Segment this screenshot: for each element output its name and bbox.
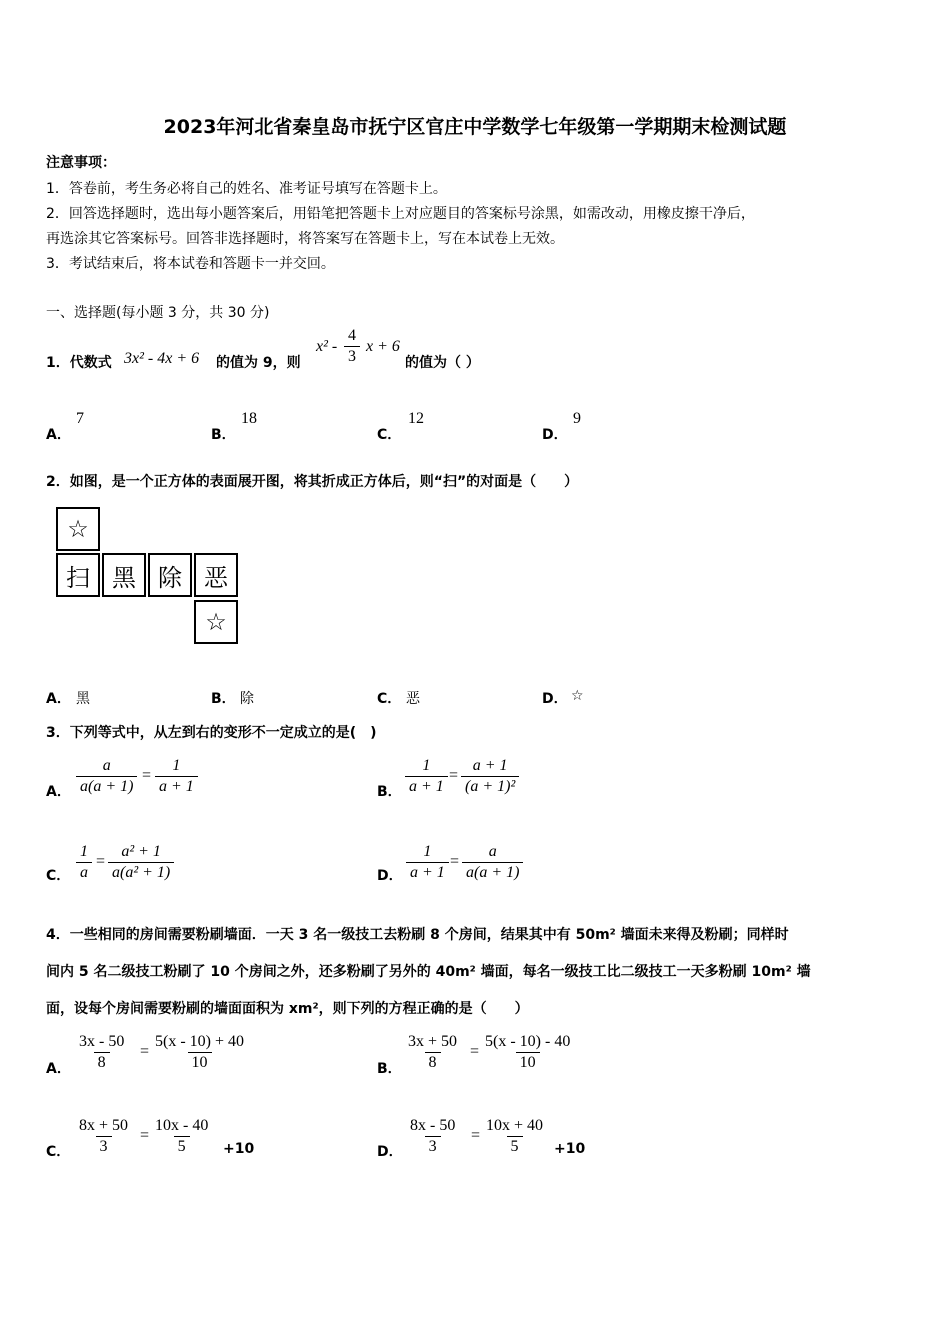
q4-b-right-fraction [481,1032,574,1073]
q3-c-left-fraction [76,842,92,883]
q1-option-label: D． [542,427,568,443]
notice-heading: 注意事项： [46,155,116,171]
denominator: 10 [188,1052,212,1073]
notice-item: 2．回答选择题时，选出每小题答案后，用铅笔把答题卡上对应题目的答案标号涂黑，如需改动，用橡皮擦干净后， [46,206,755,222]
denominator: a + 1 [405,776,448,797]
numerator: a² + 1 [121,843,161,860]
numerator: 1 [80,843,88,860]
equals-sign: = [142,767,152,784]
denominator: a(a² + 1) [108,862,174,883]
q3-c-right-fraction [108,842,174,883]
numerator: 5(x - 10) - 40 [485,1033,571,1050]
q1-expr2-tail: x + 6 [366,338,400,355]
q4-stem-line: 间内 5 名二级技工粉刷了 10 个房间之外，还多粉刷了另外的 40m² 墙面，每名一级技工比二级技工一天多粉刷 10m² 墙 [46,964,811,980]
denominator: 10 [516,1052,540,1073]
net-cell-chu: 除 [148,553,192,597]
q3-b-left-fraction [405,756,448,797]
q1-option-value: 9 [573,410,581,427]
q2-option-value: ☆ [571,688,584,704]
q1-option-value: 12 [408,410,424,427]
q1-mid: 的值为 9，则 [216,355,301,371]
q1-frac-den: 3 [344,346,360,367]
q4-stem-line: 4．一些相同的房间需要粉刷墙面．一天 3 名一级技工去粉刷 8 个房间，结果其中有 50m² 墙面未来得及粉刷；同样时 [46,927,789,943]
numerator: 8x - 50 [410,1117,456,1134]
q2-option-value: 黑 [76,691,90,707]
q3-d-right-fraction [462,842,523,883]
equals-sign: = [471,1127,481,1144]
equals-sign: = [449,767,459,784]
numerator: a [102,757,111,774]
notice-item: 3．考试结束后，将本试卷和答题卡一并交回。 [46,256,335,272]
q1-frac-num: 4 [348,327,356,344]
q4-d-right-fraction [482,1116,547,1157]
numerator: a [488,843,497,860]
equals-sign: = [140,1127,150,1144]
q2-stem: 2．如图，是一个正方体的表面展开图，将其折成正方体后，则“扫”的对面是（ ） [46,474,579,490]
q1-option-label: B． [211,427,236,443]
q4-b-left-fraction [404,1032,461,1073]
q3-option-label: A． [46,784,71,800]
numerator: a + 1 [472,757,508,774]
denominator: 5 [507,1136,523,1157]
q4-option-label: B． [377,1061,402,1077]
numerator: 1 [422,757,431,774]
q1-prefix: 1．代数式 [46,355,112,371]
numerator: 1 [172,757,181,774]
equals-sign: = [450,853,460,870]
q4-stem-line: 面，设每个房间需要粉刷的墙面面积为 xm²，则下列的方程正确的是（ ） [46,1001,529,1017]
section-heading: 一、选择题(每小题 3 分，共 30 分) [46,305,270,321]
denominator: 8 [94,1052,110,1073]
q3-b-right-fraction [461,756,519,797]
numerator: 1 [423,843,432,860]
denominator: a(a + 1) [76,776,137,797]
q4-option-label: D． [377,1144,403,1160]
net-cell-sao: 扫 [56,553,100,597]
numerator: 5(x - 10) + 40 [155,1033,245,1050]
denominator: 8 [425,1052,441,1073]
equals-sign: = [470,1043,480,1060]
q3-stem: 3．下列等式中，从左到右的变形不一定成立的是( ) [46,725,377,741]
q4-d-tail: +10 [554,1141,586,1157]
denominator: a + 1 [155,776,198,797]
numerator: 8x + 50 [79,1117,129,1134]
q1-suffix: 的值为（ ） [405,355,480,371]
denominator: 3 [425,1136,441,1157]
q3-a-left-fraction [76,756,137,797]
denominator: a(a + 1) [462,862,523,883]
equals-sign: = [96,853,106,870]
denominator: a [76,862,92,883]
denominator: (a + 1)² [461,776,519,797]
equals-sign: = [140,1043,150,1060]
q3-a-right-fraction [155,756,198,797]
numerator: 3x + 50 [408,1033,458,1050]
q3-option-label: B． [377,784,402,800]
numerator: 10x - 40 [155,1117,209,1134]
net-cell-e: 恶 [194,553,238,597]
net-cell-hei: 黑 [102,553,146,597]
denominator: a + 1 [406,862,449,883]
q3-option-label: C． [46,868,71,884]
denominator: 3 [96,1136,112,1157]
notice-item: 1．答卷前，考生务必将自己的姓名、准考证号填写在答题卡上。 [46,181,447,197]
q2-option-label: B． [211,691,236,707]
q2-option-label: C． [377,691,402,707]
q2-option-label: D． [542,691,568,707]
net-cell-star-top: ☆ [56,507,100,551]
q1-option-value: 7 [76,410,84,427]
q4-d-left-fraction [406,1116,459,1157]
numerator: 10x + 40 [486,1117,544,1134]
q1-option-label: A． [46,427,71,443]
notice-item: 再选涂其它答案标号。回答非选择题时，将答案写在答题卡上，写在本试卷上无效。 [46,231,564,247]
q4-option-label: C． [46,1144,71,1160]
q4-c-left-fraction [75,1116,132,1157]
q3-option-label: D． [377,868,403,884]
q3-d-left-fraction [406,842,449,883]
q1-option-label: C． [377,427,402,443]
q2-option-value: 恶 [406,691,420,707]
q1-expr2-lead: x² - [316,338,338,355]
q1-option-value: 18 [241,410,257,427]
net-cell-star-bottom: ☆ [194,600,238,644]
q4-c-right-fraction [151,1116,212,1157]
q4-a-left-fraction [75,1032,128,1073]
q1-fraction [344,326,360,367]
q4-option-label: A． [46,1061,71,1077]
page-title: 2023年河北省秦皇岛市抚宁区官庄中学数学七年级第一学期期末检测试题 [163,116,787,138]
q2-option-value: 除 [240,691,254,707]
numerator: 3x - 50 [79,1033,125,1050]
q1-expr1: 3x² - 4x + 6 [124,350,200,367]
q4-a-right-fraction [151,1032,248,1073]
denominator: 5 [174,1136,190,1157]
q2-option-label: A． [46,691,71,707]
q4-c-tail: +10 [223,1141,255,1157]
